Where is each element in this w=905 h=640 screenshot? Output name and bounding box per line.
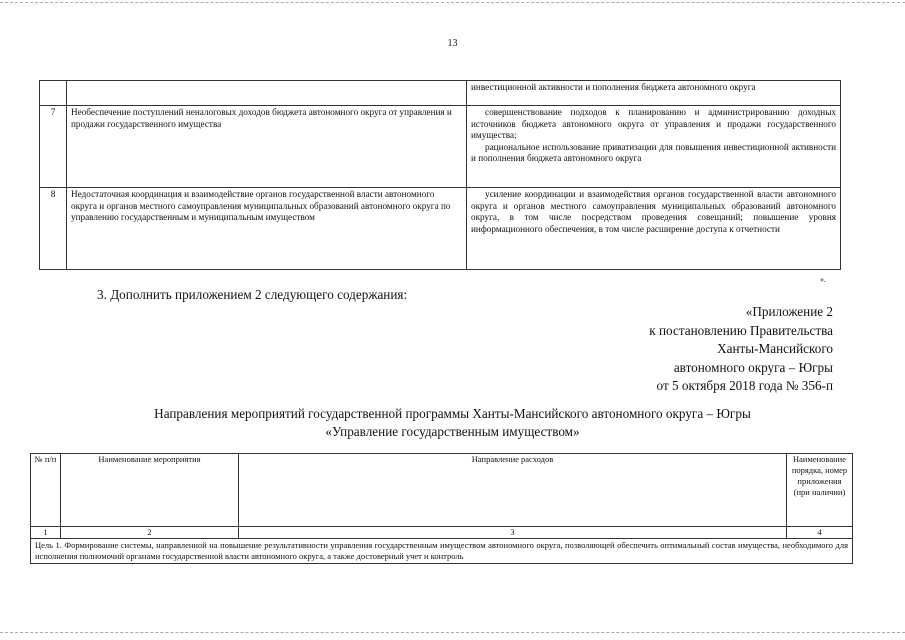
goal-text: Цель 1. Формирование системы, направленной на повышение результативности управления государственным имуществом автономного округа, позволяющей обеспечить оптимальный состав имущества, необходимого для исполнения полномочий органами государственной власти автономного округа, а также достоверный учет и контроль bbox=[31, 539, 853, 564]
appendix-line: «Приложение 2 bbox=[745, 304, 833, 319]
appendix-line: автономного округа – Югры bbox=[673, 359, 833, 375]
risk-cell: Необеспечение поступлений неналоговых доходов бюджета автономного округа от управления и продажи государственного имущества bbox=[67, 106, 467, 188]
column-number: 2 bbox=[61, 527, 239, 539]
risk-cell: Недостаточная координация и взаимодействие органов государственной власти автономного округа и органов местного самоуправления муниципальных образований автономного округа по управлению государственным и муниципальным имуществом bbox=[67, 188, 467, 270]
scan-top-line bbox=[0, 2, 905, 3]
page-number: 13 bbox=[447, 38, 458, 49]
column-number: 4 bbox=[787, 527, 853, 539]
table-row bbox=[40, 106, 841, 188]
column-number-row bbox=[31, 527, 853, 539]
measure-text: инвестиционной активности и пополнения бюджета автономного округа bbox=[471, 82, 756, 92]
row-number: 7 bbox=[40, 106, 67, 188]
risks-table bbox=[39, 80, 841, 270]
measures-cell bbox=[467, 81, 841, 106]
column-header: № п/п bbox=[31, 454, 61, 527]
measures-cell bbox=[467, 188, 841, 270]
table-row bbox=[40, 81, 841, 106]
measures-cell bbox=[467, 106, 841, 188]
measure-text: совершенствование подходов к планированию и администрированию доходных источников бюджета автономного округа от управления и продажи государственного имущества; bbox=[471, 107, 836, 141]
appendix-line: от 5 октября 2018 года № 356-п bbox=[656, 378, 833, 393]
goal-row bbox=[31, 539, 853, 564]
closing-quote: ». bbox=[820, 275, 826, 284]
column-number: 3 bbox=[239, 527, 787, 539]
column-header: Наименование мероприятия bbox=[61, 454, 239, 527]
measure-text: усиление координации и взаимодействия органов государственной власти автономного округа и органов местного самоуправления муниципальных образований автономного округа, в том числе посредством проведения совещаний; повышение уровня информационного обеспечения, в том числе расширение доступа к отчетности bbox=[471, 189, 836, 234]
risk-cell bbox=[67, 81, 467, 106]
scan-bottom-line bbox=[0, 632, 905, 633]
header-row bbox=[31, 454, 853, 527]
program-table bbox=[30, 453, 853, 564]
measure-text: рациональное использование приватизации для повышения инвестиционной активности и пополнения бюджета автономного округа bbox=[471, 141, 836, 164]
column-number: 1 bbox=[31, 527, 61, 539]
column-header: Направление расходов bbox=[239, 454, 787, 527]
document-title bbox=[0, 405, 905, 441]
title-line: «Управление государственным имуществом» bbox=[325, 424, 580, 439]
appendix-line: к постановлению Правительства bbox=[649, 322, 833, 338]
row-number: 8 bbox=[40, 188, 67, 270]
table-row bbox=[40, 188, 841, 270]
column-header: Наименование порядка, номер приложения (при наличии) bbox=[787, 454, 853, 527]
amendment-instruction: 3. Дополнить приложением 2 следующего содержания: bbox=[97, 287, 408, 302]
appendix-line: Ханты-Мансийского bbox=[717, 341, 833, 356]
row-number bbox=[40, 81, 67, 106]
title-line: Направления мероприятий государственной программы Ханты-Мансийского автономного округа – Югры bbox=[154, 406, 751, 421]
appendix-header bbox=[649, 303, 833, 396]
